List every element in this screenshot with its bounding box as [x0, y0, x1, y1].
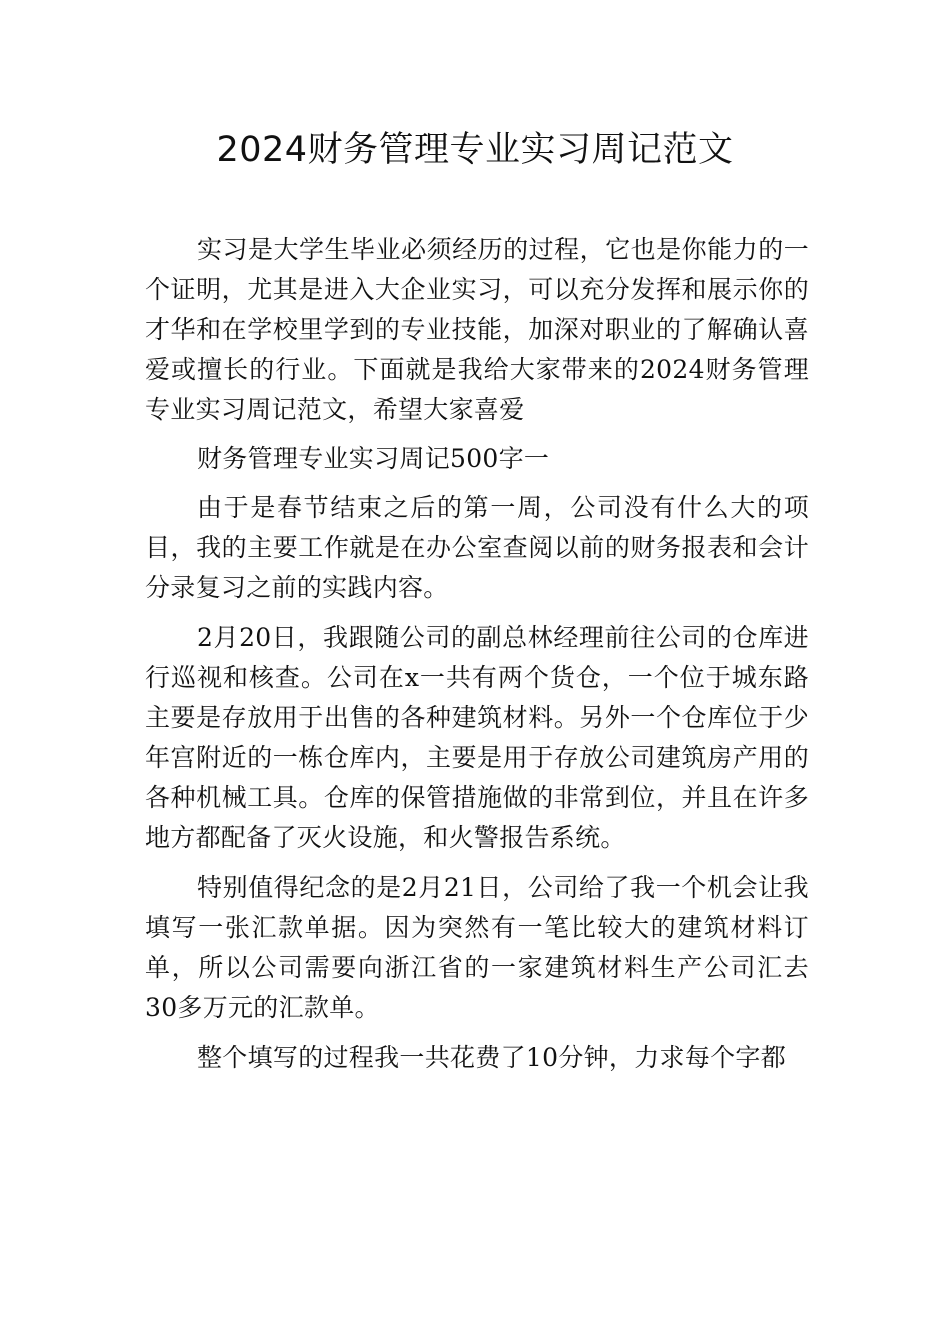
body-paragraph-4: 整个填写的过程我一共花费了10分钟，力求每个字都 — [197, 1043, 787, 1072]
body-paragraph-3: 特别值得纪念的是2月21日，公司给了我一个机会让我填写一张汇款单据。因为突然有一笔比较大的建筑材料订单，所以公司需要向浙江省的一家建筑材料生产公司汇去30多万元的汇款单。 — [145, 873, 809, 1022]
body-paragraph-2: 2月20日，我跟随公司的副总林经理前往公司的仓库进行巡视和核查。公司在x一共有两个货仓，一个位于城东路主要是存放用于出售的各种建筑材料。另外一个仓库位于少年宫附近的一栋仓库内，主要是用于存放公司建筑房产用的各种机械工具。仓库的保管措施做的非常到位，并且在许多地方都配备了灭火设施，和火警报告系统。 — [145, 623, 809, 852]
body-paragraph-1: 由于是春节结束之后的第一周，公司没有什么大的项目，我的主要工作就是在办公室查阅以前的财务报表和会计分录复习之前的实践内容。 — [145, 493, 809, 602]
document-title: 2024财务管理专业实习周记范文 — [216, 130, 734, 170]
document-body — [145, 230, 809, 1078]
intro-paragraph: 实习是大学生毕业必须经历的过程，它也是你能力的一个证明，尤其是进入大企业实习，可以充分发挥和展示你的才华和在学校里学到的专业技能，加深对职业的了解确认喜爱或擅长的行业。下面就是我给大家带来的2024财务管理专业实习周记范文，希望大家喜爱 — [145, 235, 809, 424]
section-heading: 财务管理专业实习周记500字一 — [197, 444, 550, 473]
